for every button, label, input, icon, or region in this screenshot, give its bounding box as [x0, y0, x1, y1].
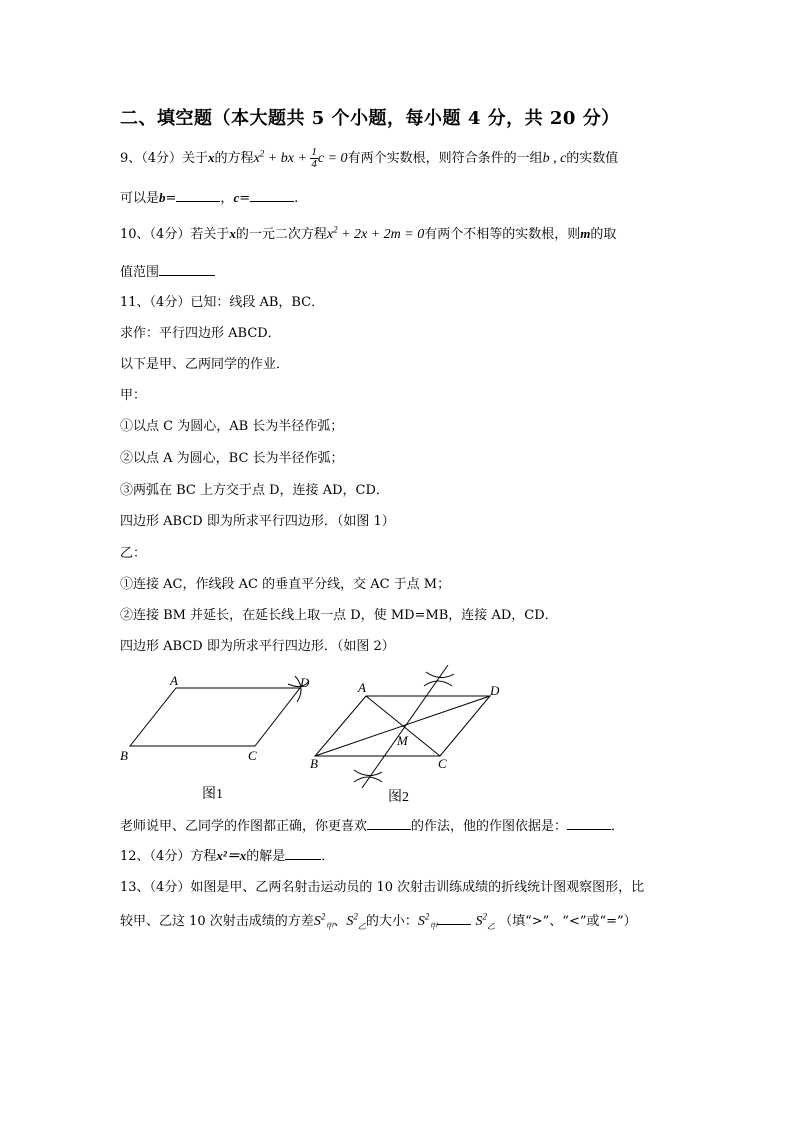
fig2-label-a: A [358, 680, 366, 695]
q10-var-x: x [229, 226, 236, 241]
q11-jia: 甲： [120, 388, 147, 403]
q13-text-c: （填“>”、“<”或“=”） [499, 914, 637, 929]
q11-teacher-text-a: 老师说甲、乙同学的作图都正确，你更喜欢 [120, 819, 368, 834]
q9-prefix: 9、（4分）关于 [120, 151, 209, 166]
q9-b-label: b [159, 190, 166, 205]
q11-line3: 以下是甲、乙两同学的作业． [120, 357, 290, 372]
q11-line1: 11、（4分）已知：线段 AB，BC． [120, 295, 325, 310]
q9-end: . [294, 191, 299, 206]
q13-s-jia-2 [417, 911, 438, 931]
q10-text-a: 的一元二次方程 [235, 227, 327, 242]
q13-s3-sub: 甲 [429, 921, 438, 931]
fig2-perp-bisector [362, 665, 448, 788]
fig2-caption: 图2 [388, 790, 409, 805]
q13-s3: S [417, 914, 425, 929]
q13-line1: 13、（4分）如图是甲、乙两名射击运动员的 10 次射击训练成绩的折线统计图观察图形，比 [120, 880, 645, 895]
q9-blank-c[interactable] [250, 189, 294, 202]
fig2-arc-top2 [424, 681, 452, 686]
fig2-arc-bottom1 [354, 770, 382, 776]
q13-line2 [120, 910, 637, 932]
q10-prefix: 10、（4分）若关于 [120, 227, 230, 242]
q11-jia-step2: ②以点 A 为圆心，BC 长为半径作弧； [120, 451, 344, 466]
q13-s1-sup: 2 [320, 911, 326, 922]
q10-eq-rest: + 2x + 2m = 0 [337, 227, 425, 242]
q9-eq-c: c = 0 [317, 151, 348, 166]
q9-eq-x: x [253, 151, 260, 166]
q9-eq-bx: + bx + [264, 151, 311, 166]
q13-s1-sub: 甲 [325, 921, 334, 931]
q13-text-a: 较甲、乙这 10 次射击成绩的方差 [120, 914, 314, 929]
q13-sep: 、 [333, 914, 347, 929]
q10-line2-text: 值范围 [120, 265, 160, 280]
figure-1 [120, 673, 310, 802]
q9-bc: b , c [542, 151, 567, 166]
q9-c-label: c [233, 190, 240, 205]
q10-line1 [120, 223, 616, 243]
fig1-parallelogram [130, 688, 300, 746]
q9-var-x: x [208, 150, 215, 165]
q11-jia-step1: ①以点 C 为圆心，AB 长为半径作弧； [120, 419, 344, 434]
q11-teacher-line [120, 815, 624, 834]
q12-text: 的解是 [246, 849, 286, 864]
q13-blank[interactable] [437, 912, 471, 925]
section-title: 二、填空题（本大题共 5 个小题，每小题 4 分，共 20 分） [120, 108, 620, 129]
fig1-label-d: D [300, 675, 310, 690]
q10-blank[interactable] [159, 263, 215, 276]
q13-s4: S [475, 914, 483, 929]
q11-jia-conclusion: 四边形 ABCD 即为所求平行四边形．（如图 1） [120, 514, 395, 529]
q13-s4-sub: 乙 [486, 921, 495, 931]
q9-eq-sup: 2 [259, 148, 265, 159]
q13-s2-sup: 2 [353, 911, 358, 922]
q10-var-m: m [580, 226, 591, 241]
figure-2 [310, 665, 500, 805]
q13-s4-sup: 2 [482, 911, 487, 922]
q11-blank-preference[interactable] [367, 817, 411, 830]
q9-frac-den: 4 [311, 158, 317, 171]
q9-sep: ， [220, 191, 234, 206]
q12-blank[interactable] [285, 847, 321, 860]
q11-line2: 求作：平行四边形 ABCD． [120, 326, 281, 341]
q11-blank-basis[interactable] [567, 817, 611, 830]
q13-s-yi-2 [475, 911, 495, 931]
q9-equation [253, 146, 348, 171]
q9-blank-b[interactable] [176, 189, 220, 202]
q11-teacher-end: ． [611, 819, 625, 834]
q9-text-a: 的方程 [214, 151, 254, 166]
q12-end: ． [321, 849, 335, 864]
q9-eq-sign1: = [165, 191, 177, 206]
q9-text-b: 有两个实数根，则符合条件的一组 [347, 151, 543, 166]
q10-eq-x: x [326, 227, 334, 242]
q9-line2-text: 可以是 [120, 191, 160, 206]
q12-equation: x²＝x [216, 848, 247, 863]
q9-fraction [310, 147, 318, 170]
q9-line1 [120, 147, 618, 170]
q11-yi: 乙： [120, 546, 147, 561]
q9-text-c: 的实数值 [566, 151, 619, 166]
q11-jia-step3: ③两弧在 BC 上方交于点 D，连接 AD，CD． [120, 483, 389, 498]
q12-prefix: 12、（4分）方程 [120, 849, 217, 864]
q11-teacher-text-b: 的作法，他的作图依据是： [411, 819, 568, 834]
q11-figures [110, 660, 530, 810]
q13-s2: S [346, 914, 354, 929]
q13-s3-sup: 2 [424, 911, 430, 922]
fig2-label-m: M [397, 733, 408, 748]
q11-yi-step2: ②连接 BM 并延长，在延长线上取一点 D，使 MD=MB，连接 AD，CD． [120, 608, 558, 623]
fig1-caption: 图1 [202, 787, 223, 802]
q12-line [120, 845, 334, 864]
fig1-label-b: B [120, 748, 128, 763]
q9-line2 [120, 187, 298, 206]
q11-yi-step1: ①连接 AC，作线段 AC 的垂直平分线，交 AC 于点 M； [120, 577, 451, 592]
q10-text-c: 的取 [590, 227, 617, 242]
q9-eq-sign2: = [239, 191, 251, 206]
q10-line2 [120, 261, 215, 280]
q10-equation [326, 224, 425, 242]
fig2-label-c: C [438, 756, 447, 771]
fig1-label-a: A [170, 673, 178, 688]
q13-s2-sub: 乙 [357, 921, 366, 931]
fig2-label-b: B [310, 756, 318, 771]
q13-s-jia [313, 911, 334, 931]
fig1-label-c: C [248, 748, 257, 763]
q13-s-yi [346, 911, 366, 931]
q13-text-b: 的大小： [365, 914, 418, 929]
q9-frac-num: 1 [311, 146, 317, 159]
q10-eq-sup: 2 [333, 224, 338, 235]
fig2-label-d: D [490, 683, 500, 698]
q11-yi-conclusion: 四边形 ABCD 即为所求平行四边形．（如图 2） [120, 639, 395, 654]
q13-s1: S [313, 914, 321, 929]
q10-text-b: 有两个不相等的实数根，则 [424, 227, 581, 242]
